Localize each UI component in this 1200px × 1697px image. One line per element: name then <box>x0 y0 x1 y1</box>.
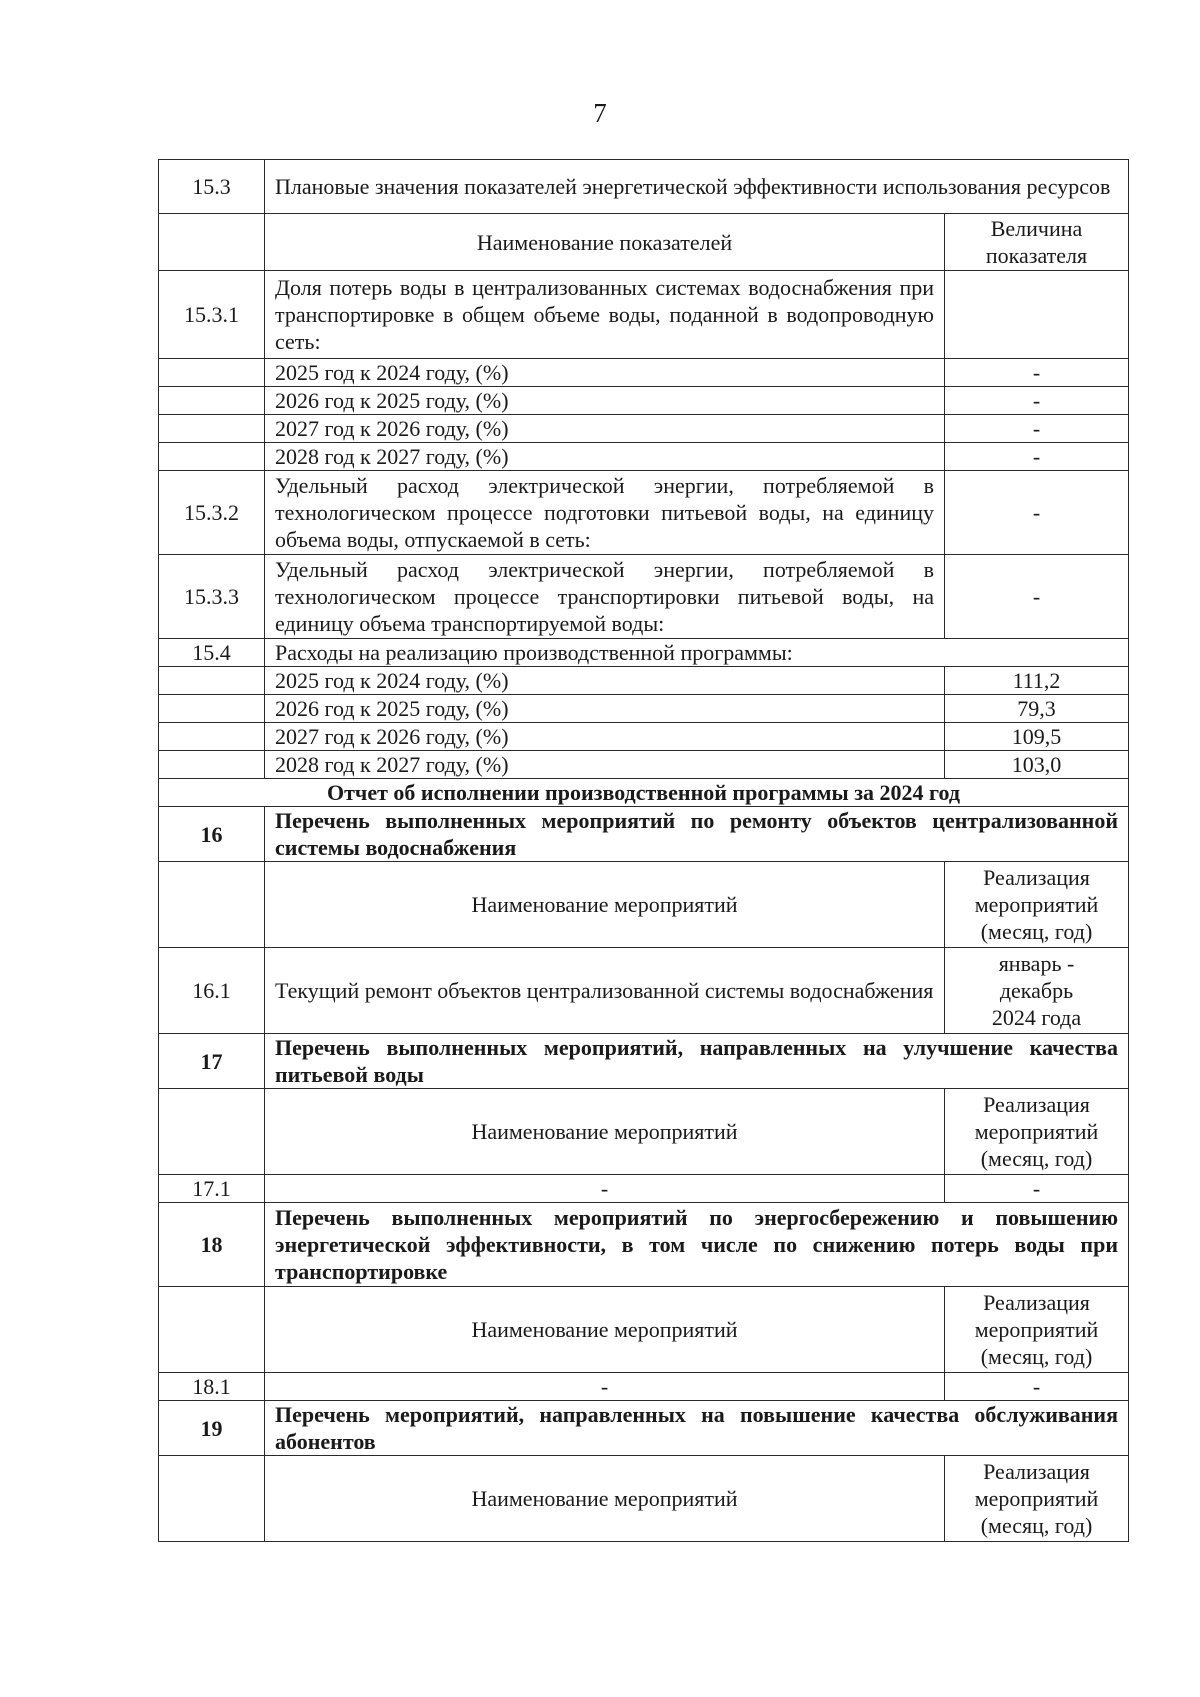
row-number: 16 <box>159 807 265 862</box>
table-header-row <box>159 862 1129 948</box>
header-value-line: Реализация <box>983 1459 1090 1484</box>
empty-cell <box>159 667 265 695</box>
row-value: - <box>945 387 1129 415</box>
header-indicator-name: Наименование показателей <box>265 214 945 271</box>
row-number: 15.3.1 <box>159 271 265 359</box>
value-line: январь - <box>998 951 1075 976</box>
production-program-table <box>158 159 1129 1542</box>
empty-cell <box>159 1089 265 1175</box>
row-text: Удельный расход электрической энергии, потребляемой в технологическом процессе транспортировки питьевой воды, на единицу объема транспортируемой воды: <box>265 555 945 639</box>
table-row <box>159 1373 1129 1401</box>
value-line: декабрь <box>999 978 1074 1003</box>
empty-cell <box>159 415 265 443</box>
table-row <box>159 667 1129 695</box>
row-value: - <box>945 415 1129 443</box>
row-number: 18.1 <box>159 1373 265 1401</box>
row-text: - <box>265 1175 945 1203</box>
row-text: Перечень выполненных мероприятий по энергосбережению и повышению энергетической эффективности, в том числе по снижению потерь воды при транспортировке <box>265 1203 1129 1287</box>
row-number: 18 <box>159 1203 265 1287</box>
table-header-row <box>159 1456 1129 1542</box>
header-event-name: Наименование мероприятий <box>265 1089 945 1175</box>
row-value: 109,5 <box>945 723 1129 751</box>
row-value: - <box>945 1175 1129 1203</box>
row-text: Плановые значения показателей энергетической эффективности использования ресурсов <box>265 160 1129 214</box>
row-text: Перечень выполненных мероприятий, направленных на улучшение качества питьевой воды <box>265 1034 1129 1089</box>
header-value-line: (месяц, год) <box>980 1146 1093 1171</box>
row-text: 2028 год к 2027 году, (%) <box>265 443 945 471</box>
header-indicator-value <box>945 214 1129 271</box>
row-value: - <box>945 555 1129 639</box>
row-text: 2026 год к 2025 году, (%) <box>265 387 945 415</box>
row-value: - <box>945 443 1129 471</box>
header-event-date <box>945 1089 1129 1175</box>
section-title-row <box>159 779 1129 807</box>
row-value: 103,0 <box>945 751 1129 779</box>
table-header-row <box>159 1089 1129 1175</box>
row-value: - <box>945 471 1129 555</box>
row-text: 2028 год к 2027 году, (%) <box>265 751 945 779</box>
row-text: - <box>265 1373 945 1401</box>
row-text: Удельный расход электрической энергии, потребляемой в технологическом процессе подготовки питьевой воды, на единицу объема воды, отпускаемой в сеть: <box>265 471 945 555</box>
header-event-name: Наименование мероприятий <box>265 862 945 948</box>
header-value-line: мероприятий <box>974 1486 1099 1511</box>
row-value: 111,2 <box>945 667 1129 695</box>
row-number: 15.4 <box>159 639 265 667</box>
table-row <box>159 271 1129 359</box>
row-text: 2027 год к 2026 году, (%) <box>265 723 945 751</box>
empty-cell <box>159 723 265 751</box>
row-text: 2026 год к 2025 году, (%) <box>265 695 945 723</box>
table-row <box>159 359 1129 387</box>
table-row <box>159 1034 1129 1089</box>
table-row <box>159 695 1129 723</box>
header-event-name: Наименование мероприятий <box>265 1287 945 1373</box>
empty-cell <box>159 1287 265 1373</box>
row-number: 16.1 <box>159 948 265 1034</box>
empty-cell <box>159 1456 265 1542</box>
row-number: 17 <box>159 1034 265 1089</box>
report-title: Отчет об исполнении производственной программы за 2024 год <box>159 779 1129 807</box>
row-text: Перечень мероприятий, направленных на повышение качества обслуживания абонентов <box>265 1401 1129 1456</box>
table-row <box>159 1401 1129 1456</box>
row-text: Доля потерь воды в централизованных системах водоснабжения при транспортировке в общем объеме воды, поданной в водопроводную сеть: <box>265 271 945 359</box>
header-value-line: (месяц, год) <box>980 1344 1093 1369</box>
row-number: 19 <box>159 1401 265 1456</box>
table-row <box>159 751 1129 779</box>
table-row <box>159 415 1129 443</box>
header-value-line: Реализация <box>983 1092 1090 1117</box>
table-row <box>159 387 1129 415</box>
table-row <box>159 1175 1129 1203</box>
row-text: Перечень выполненных мероприятий по ремонту объектов централизованной системы водоснабжения <box>265 807 1129 862</box>
empty-cell <box>159 751 265 779</box>
header-value-line: Реализация <box>983 865 1090 890</box>
row-text: 2025 год к 2024 году, (%) <box>265 667 945 695</box>
row-text: Расходы на реализацию производственной программы: <box>265 639 1129 667</box>
header-event-date <box>945 862 1129 948</box>
row-text: 2027 год к 2026 году, (%) <box>265 415 945 443</box>
empty-cell <box>159 359 265 387</box>
table-row <box>159 471 1129 555</box>
header-value-line: мероприятий <box>974 892 1099 917</box>
table-row <box>159 807 1129 862</box>
header-value-line: мероприятий <box>974 1317 1099 1342</box>
header-event-date <box>945 1287 1129 1373</box>
table-row <box>159 1203 1129 1287</box>
table-row <box>159 160 1129 214</box>
header-value-line: (месяц, год) <box>980 1513 1093 1538</box>
table-row <box>159 555 1129 639</box>
table-row <box>159 723 1129 751</box>
row-value <box>945 271 1129 359</box>
row-value: - <box>945 1373 1129 1401</box>
table-header-row <box>159 214 1129 271</box>
table-header-row <box>159 1287 1129 1373</box>
page-number: 7 <box>593 98 607 128</box>
empty-cell <box>159 695 265 723</box>
row-value: 79,3 <box>945 695 1129 723</box>
table-row <box>159 443 1129 471</box>
empty-cell <box>159 443 265 471</box>
empty-cell <box>159 862 265 948</box>
empty-cell <box>159 214 265 271</box>
row-text: Текущий ремонт объектов централизованной системы водоснабжения <box>265 948 945 1034</box>
header-value-line: (месяц, год) <box>980 919 1093 944</box>
row-number: 17.1 <box>159 1175 265 1203</box>
row-number: 15.3.2 <box>159 471 265 555</box>
row-value: - <box>945 359 1129 387</box>
value-line: 2024 года <box>991 1005 1082 1030</box>
table-row <box>159 948 1129 1034</box>
table-row <box>159 639 1129 667</box>
header-value-line: Реализация <box>983 1290 1090 1315</box>
empty-cell <box>159 387 265 415</box>
header-value-line: показателя <box>985 243 1088 268</box>
row-number: 15.3.3 <box>159 555 265 639</box>
header-value-line: мероприятий <box>974 1119 1099 1144</box>
header-value-line: Величина <box>990 216 1083 241</box>
row-value <box>945 948 1129 1034</box>
header-event-name: Наименование мероприятий <box>265 1456 945 1542</box>
row-number: 15.3 <box>159 160 265 214</box>
header-event-date <box>945 1456 1129 1542</box>
row-text: 2025 год к 2024 году, (%) <box>265 359 945 387</box>
